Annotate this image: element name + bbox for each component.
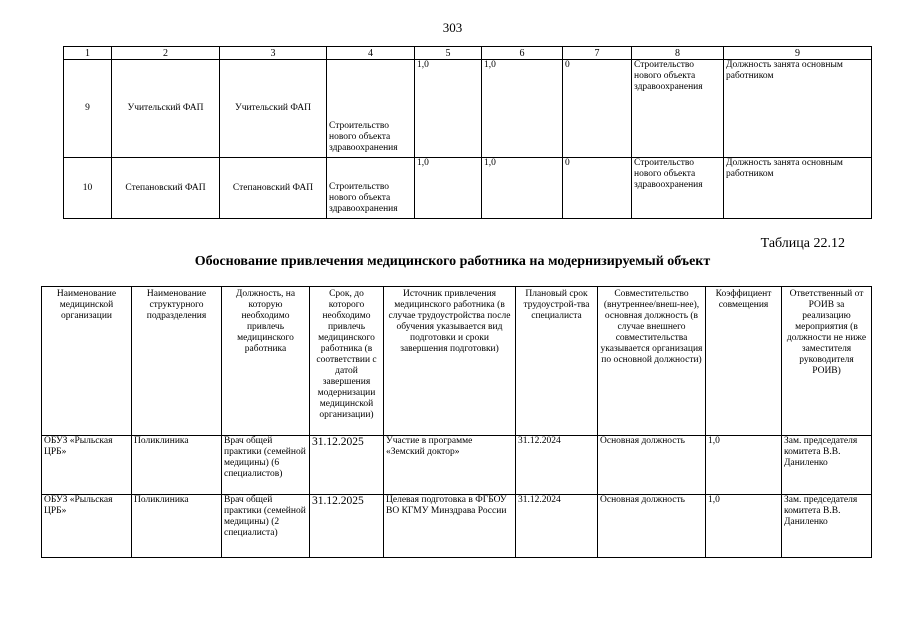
table1-col-header: 3 bbox=[220, 47, 327, 60]
combination-cell: Основная должность bbox=[598, 495, 706, 558]
staffing-table bbox=[41, 286, 872, 558]
org-cell: ОБУЗ «Рыльская ЦРБ» bbox=[42, 495, 132, 558]
table2-col-header: Коэффициент совмещения bbox=[706, 287, 782, 436]
status-cell: Должность занята основным работником bbox=[724, 60, 872, 158]
value-cell: 1,0 bbox=[482, 158, 563, 219]
row-number: 9 bbox=[64, 60, 112, 158]
table2-col-header: Совместительство (внутреннее/внеш-нее), основная должность (в случае внешнего совместительства указывается организация по основной должности) bbox=[598, 287, 706, 436]
planned-date-cell: 31.12.2024 bbox=[516, 436, 598, 495]
deadline-cell: 31.12.2025 bbox=[310, 495, 384, 558]
table1-col-header: 2 bbox=[112, 47, 220, 60]
value-cell: 1,0 bbox=[415, 60, 482, 158]
table-row bbox=[42, 436, 872, 495]
position-cell: Врач общей практики (семейной медицины) (6 специалистов) bbox=[222, 436, 310, 495]
value-cell: 0 bbox=[563, 158, 632, 219]
unit-cell: Поликлиника bbox=[132, 495, 222, 558]
value-cell: 1,0 bbox=[482, 60, 563, 158]
table2-col-header: Наименование медицинской организации bbox=[42, 287, 132, 436]
coefficient-cell: 1,0 bbox=[706, 436, 782, 495]
table2-col-header: Срок, до которого необходимо привлечь медицинского работника (в соответствии с датой завершения модернизации медицинской организации) bbox=[310, 287, 384, 436]
position-cell: Врач общей практики (семейной медицины) (2 специалиста) bbox=[222, 495, 310, 558]
unit-cell: Поликлиника bbox=[132, 436, 222, 495]
table1-col-header: 5 bbox=[415, 47, 482, 60]
facility-name: Учительский ФАП bbox=[112, 60, 220, 158]
value-cell: 1,0 bbox=[415, 158, 482, 219]
table1-col-header: 9 bbox=[724, 47, 872, 60]
table-row bbox=[64, 60, 872, 158]
table1-col-header: 7 bbox=[563, 47, 632, 60]
table-row bbox=[42, 495, 872, 558]
table2-col-header: Должность, на которую необходимо привлечь медицинского работника bbox=[222, 287, 310, 436]
page-number: 303 bbox=[442, 20, 463, 35]
unit-name: Степановский ФАП bbox=[220, 158, 327, 219]
table1-header-row bbox=[64, 47, 872, 60]
unit-name: Учительский ФАП bbox=[220, 60, 327, 158]
continuation-table bbox=[63, 46, 872, 219]
section-title: Обоснование привлечения медицинского работника на модернизируемый объект bbox=[194, 254, 711, 269]
table2-col-header: Ответственный от РОИВ за реализацию мероприятия (в должности не ниже заместителя руководителя РОИВ) bbox=[782, 287, 872, 436]
deadline-cell: 31.12.2025 bbox=[310, 436, 384, 495]
table-row bbox=[64, 158, 872, 219]
table1-col-header: 6 bbox=[482, 47, 563, 60]
table2-col-header: Источник привлечения медицинского работника (в случае трудоустройства после обучения указывается вид подготовки и сроки завершения подготовки) bbox=[384, 287, 516, 436]
coefficient-cell: 1,0 bbox=[706, 495, 782, 558]
reason-cell: Строительство нового объекта здравоохранения bbox=[327, 60, 415, 158]
planned-date-cell: 31.12.2024 bbox=[516, 495, 598, 558]
responsible-cell: Зам. председателя комитета В.В. Даниленко bbox=[782, 495, 872, 558]
responsible-cell: Зам. председателя комитета В.В. Даниленко bbox=[782, 436, 872, 495]
table2-header-row bbox=[42, 287, 872, 436]
table1-col-header: 1 bbox=[64, 47, 112, 60]
note-cell: Строительство нового объекта здравоохранения bbox=[632, 158, 724, 219]
status-cell: Должность занята основным работником bbox=[724, 158, 872, 219]
source-cell: Участие в программе «Земский доктор» bbox=[384, 436, 516, 495]
row-number: 10 bbox=[64, 158, 112, 219]
reason-cell: Строительство нового объекта здравоохранения bbox=[327, 158, 415, 219]
facility-name: Степановский ФАП bbox=[112, 158, 220, 219]
source-cell: Целевая подготовка в ФГБОУ ВО КГМУ Минздрава России bbox=[384, 495, 516, 558]
combination-cell: Основная должность bbox=[598, 436, 706, 495]
table-label: Таблица 22.12 bbox=[760, 236, 845, 251]
table2-col-header: Плановый срок трудоустрой-тва специалиста bbox=[516, 287, 598, 436]
value-cell: 0 bbox=[563, 60, 632, 158]
table1-col-header: 8 bbox=[632, 47, 724, 60]
table1-col-header: 4 bbox=[327, 47, 415, 60]
org-cell: ОБУЗ «Рыльская ЦРБ» bbox=[42, 436, 132, 495]
note-cell: Строительство нового объекта здравоохранения bbox=[632, 60, 724, 158]
table2-col-header: Наименование структурного подразделения bbox=[132, 287, 222, 436]
